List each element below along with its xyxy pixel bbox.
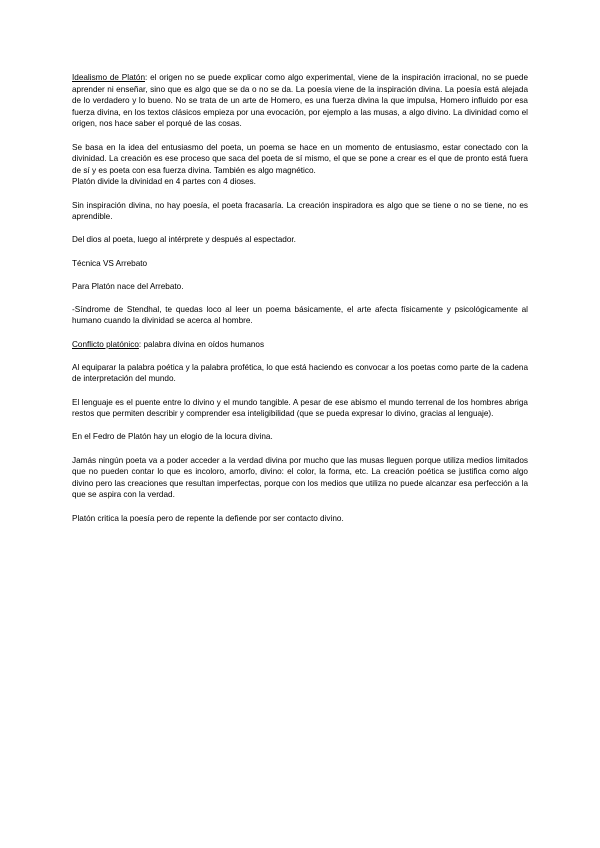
paragraph-text: : palabra divina en oídos humanos [138,339,265,349]
heading-idealismo-de-platon: Idealismo de Platón [72,73,146,82]
paragraph-conflicto-platonico [72,339,528,351]
paragraph-entusiasmo [72,142,528,188]
paragraph-platon-critica: Platón critica la poesía pero de repente la defiende por ser contacto divino. [72,513,344,523]
paragraph-tecnica-vs-arrebato: Técnica VS Arrebato [72,258,148,268]
paragraph-del-dios-al-poeta: Del dios al poeta, luego al intérprete y después al espectador. [72,235,296,245]
paragraph-lenguaje-puente: El lenguaje es el puente entre lo divino y el mundo tangible. A pesar de ese abismo el mundo terrenal de los hombres abriga restos que permiten describir y comprender esa inteligibilidad (que se pueda expresar lo divino, gracias al lenguaje). [72,397,528,419]
paragraph-line: Se basa en la idea del entusiasmo del poeta, un poema se hace en un momento de entusiasmo, estar conectado con la divinidad. La creación es ese proceso que saca del poeta de sí mismo, el que se pone a crear es el que de pronto está fuera de sí y es poeta con esa fuerza divina. También es algo magnético. [72,142,528,175]
heading-conflicto-platonico: Conflicto platónico [72,339,139,349]
document-page [72,72,528,536]
paragraph-sin-inspiracion: Sin inspiración divina, no hay poesía, el poeta fracasaría. La creación inspiradora es algo que se tiene o no se tiene, no es aprendible. [72,200,528,222]
paragraph-line: Platón divide la divinidad en 4 partes con 4 dioses. [72,177,256,187]
paragraph-jamas-ningun-poeta: Jamás ningún poeta va a poder acceder a la verdad divina por mucho que las musas lleguen porque utiliza medios limitados que no pueden contar lo que es incoloro, amorfo, divino: el color, la forma, etc. La creación poética se justifica como algo divino pero las creaciones que resultan imperfectas, porque con los medios que utiliza no puede alcanzar esa perfección a la que se aspira con la verdad. [72,455,528,500]
paragraph-palabra-profetica: Al equiparar la palabra poética y la palabra profética, lo que está haciendo es convocar a los poetas como parte de la cadena de interpretación del mundo. [72,362,528,384]
paragraph-idealismo [72,72,528,130]
paragraph-fedro: En el Fedro de Platón hay un elogio de la locura divina. [72,432,273,442]
paragraph-sindrome-stendhal: -Síndrome de Stendhal, te quedas loco al leer un poema básicamente, el arte afecta físicamente y psicológicamente al humano cuando la divinidad se acerca al hombre. [72,304,528,326]
paragraph-nace-del-arrebato: Para Platón nace del Arrebato. [72,281,184,291]
paragraph-text: : el origen no se puede explicar como algo experimental, viene de la inspiración irracional, no se puede aprender ni enseñar, sino que es algo que se da o no se da. La poesía viene de la inspiración divina. La poesía está alejada de lo verdadero y lo bueno. No se trata de un arte de Homero, es una fuerza divina la que impulsa, Homero influido por esa fuerza divina, en los textos clásicos empieza por una evocación, por ejemplo a las musas, a algo divino. La divinidad como el origen, nos hace saber el porqué de las cosas. [72,73,528,129]
